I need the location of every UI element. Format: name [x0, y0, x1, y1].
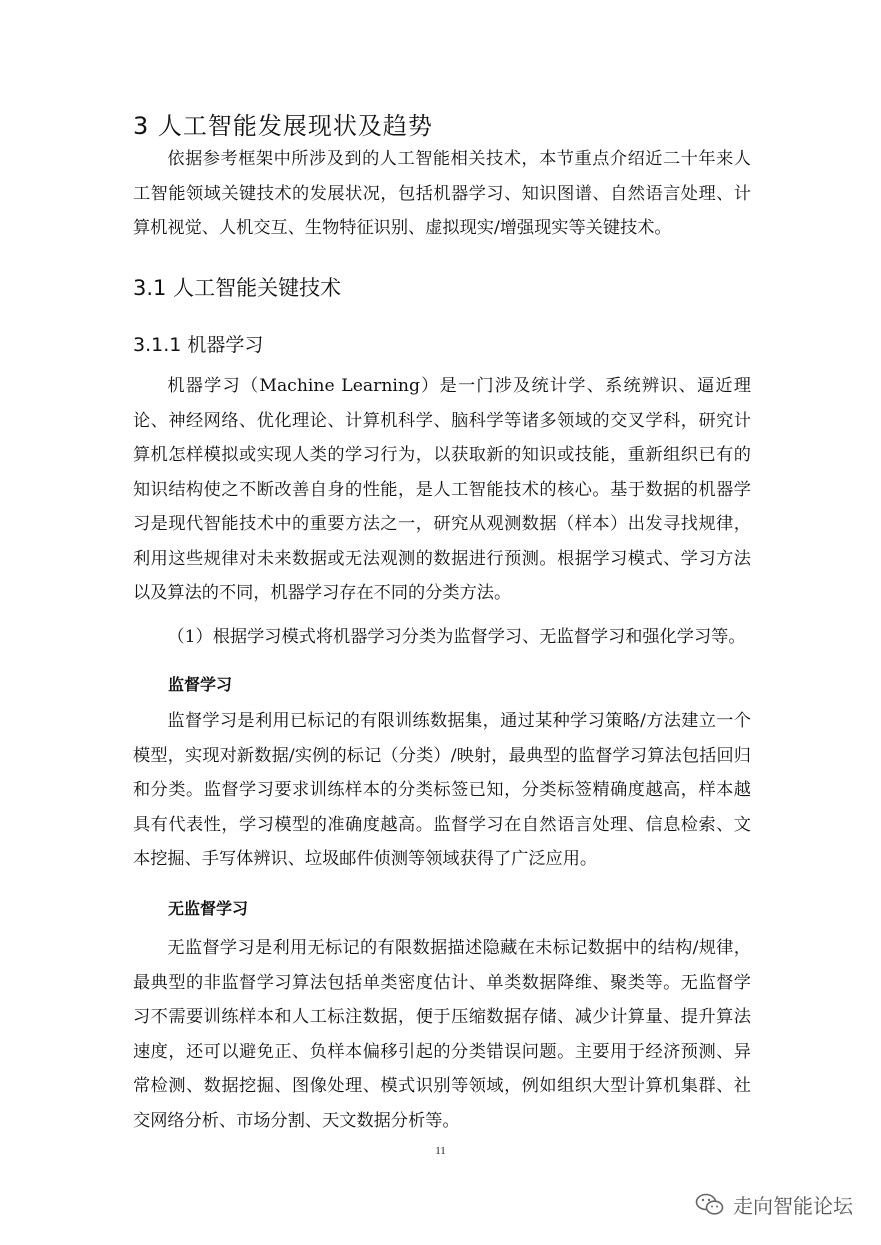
page-number: 11 — [435, 1145, 446, 1157]
section-title: 3 人工智能发展现状及趋势 — [133, 112, 433, 140]
machine-learning-paragraph: 机器学习（Machine Learning）是一门涉及统计学、系统辨识、逼近理论、神经网络、优化理论、计算机科学、脑科学等诸多领域的交叉学科，研究计算机怎样模拟或实现人类的学习行为，以获取新的知识或技能，重新组织已有的知识结构使之不断改善自身的性能，是人工智能技术的核心。基于数据的机器学习是现代智能技术中的重要方法之一，研究从观测数据（样本）出发寻找规律，利用这些规律对未来数据或无法观测的数据进行预测。根据学习模式、学习方法以及算法的不同，机器学习存在不同的分类方法。 — [133, 376, 751, 603]
unsupervised-paragraph: 无监督学习是利用无标记的有限数据描述隐藏在未标记数据中的结构/规律，最典型的非监督学习算法包括单类密度估计、单类数据降维、聚类等。无监督学习不需要训练样本和人工标注数据，便于压缩数据存储、减少计算量、提升算法速度，还可以避免正、负样本偏移引起的分类错误问题。主要用于经济预测、异常检测、数据挖掘、图像处理、模式识别等领域，例如组织大型计算机集群、社交网络分析、市场分割、天文数据分析等。 — [133, 938, 751, 1131]
supervised-heading: 监督学习 — [168, 675, 233, 694]
intro-paragraph: 依据参考框架中所涉及到的人工智能相关技术，本节重点介绍近二十年来人工智能领域关键技术的发展状况，包括机器学习、知识图谱、自然语言处理、计算机视觉、人机交互、生物特征识别、虚拟现实/增强现实等关键技术。 — [133, 149, 751, 238]
watermark-text: 走向智能论坛 — [733, 1194, 853, 1218]
unsupervised-heading: 无监督学习 — [168, 899, 249, 918]
classification-paragraph: （1）根据学习模式将机器学习分类为监督学习、无监督学习和强化学习等。 — [167, 627, 746, 647]
supervised-paragraph: 监督学习是利用已标记的有限训练数据集，通过某种学习策略/方法建立一个模型，实现对新数据/实例的标记（分类）/映射，最典型的监督学习算法包括回归和分类。监督学习要求训练样本的分类标签已知，分类标签精确度越高，样本越具有代表性，学习模型的准确度越高。监督学习在自然语言处理、信息检索、文本挖掘、手写体辨识、垃圾邮件侦测等领域获得了广泛应用。 — [133, 711, 751, 869]
subsection-title: 3.1 人工智能关键技术 — [133, 276, 342, 300]
watermark — [695, 1190, 853, 1219]
wechat-icon — [695, 1192, 725, 1218]
subsubsection-title: 3.1.1 机器学习 — [133, 334, 264, 356]
